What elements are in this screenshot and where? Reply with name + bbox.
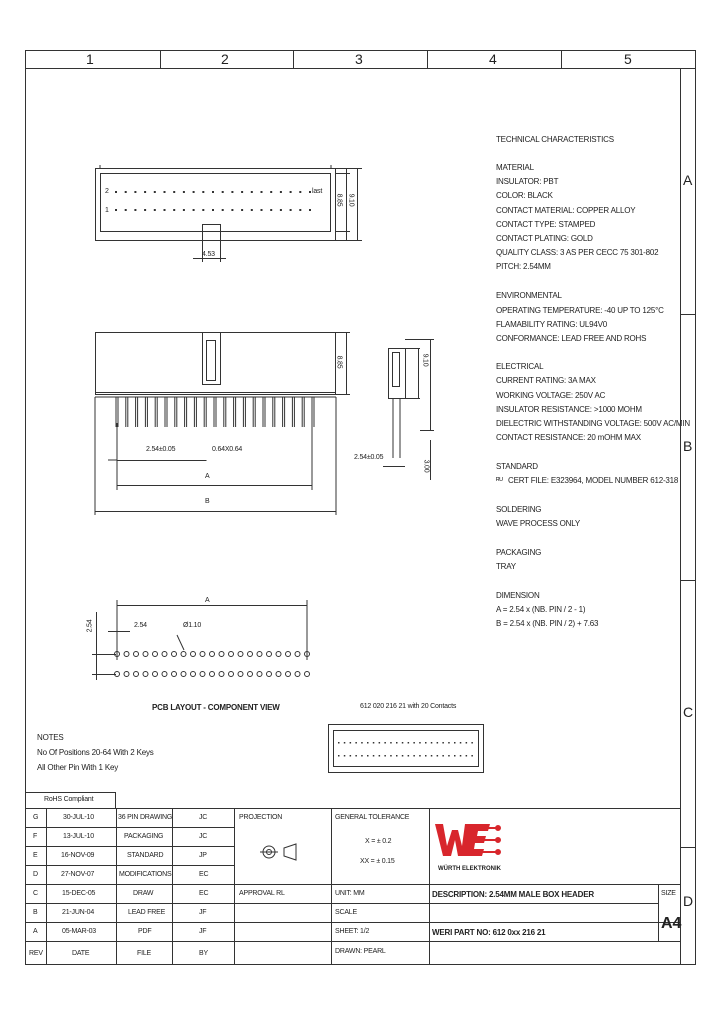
pcb-dim-a: A <box>205 597 210 604</box>
row-label-d: D <box>683 893 694 909</box>
column-label-2: 2 <box>221 51 229 67</box>
last-pin-label: last <box>312 188 323 195</box>
column-label-4: 4 <box>489 51 497 67</box>
rev-date: 13-JUL-10 <box>63 833 94 840</box>
dim-a-front: A <box>205 473 210 480</box>
tolerance-2: XX = ± 0.15 <box>360 858 395 865</box>
side-dim-pitch: 2.54±0.05 <box>354 454 384 461</box>
dim-9-10: 9.10 <box>347 193 355 207</box>
dimension-line: B = 2.54 x (NB. PIN / 2) + 7.63 <box>496 619 599 628</box>
dimension-line: A = 2.54 x (NB. PIN / 2 - 1) <box>496 605 586 614</box>
rev-letter: D <box>33 871 38 878</box>
notes-line: All Other Pin With 1 Key <box>37 763 119 772</box>
rev-header-by: BY <box>199 950 208 957</box>
material-line: INSULATOR: PBT <box>496 177 559 186</box>
rev-change: PDF <box>138 928 152 935</box>
pcb-dim-2-54-vertical: 2.54 <box>86 619 94 633</box>
material-line: CONTACT PLATING: GOLD <box>496 234 593 243</box>
rev-date: 30-JUL-10 <box>63 814 94 821</box>
rev-change: STANDARD <box>127 852 164 859</box>
standard-line: CERT FILE: E323964, MODEL NUMBER 612-318 <box>508 476 679 485</box>
tolerance-1: X = ± 0.2 <box>365 838 392 845</box>
projection-symbol-icon <box>258 840 302 864</box>
rev-by: EC <box>199 871 209 878</box>
electrical-line: DIELECTRIC WITHSTANDING VOLTAGE: 500V AC/MIN <box>496 419 690 428</box>
sheet-label: SHEET: 1/2 <box>335 928 370 935</box>
pcb-dim-2-54-horizontal: 2.54 <box>134 622 147 629</box>
electrical-line: CURRENT RATING: 3A MAX <box>496 376 596 385</box>
rev-by: JF <box>199 928 207 935</box>
row-label-c: C <box>683 704 694 720</box>
size-value: A4 <box>661 915 682 932</box>
standard-heading: STANDARD <box>496 462 538 471</box>
rev-date: 21-JUN-04 <box>62 909 95 916</box>
description: DESCRIPTION: 2.54MM MALE BOX HEADER <box>432 890 594 899</box>
rev-letter: G <box>33 814 39 821</box>
row-label-b: B <box>683 438 693 454</box>
rev-header-date: DATE <box>72 950 90 957</box>
rev-letter: F <box>33 833 38 840</box>
rev-header-file: FILE <box>137 950 151 957</box>
rev-by: JF <box>199 909 207 916</box>
rev-change: LEAD FREE <box>128 909 166 916</box>
rev-letter: C <box>33 890 38 897</box>
dim-pin-size: 0.64X0.64 <box>212 446 243 453</box>
environmental-line: CONFORMANCE: LEAD FREE AND ROHS <box>496 334 647 343</box>
material-line: QUALITY CLASS: 3 AS PER CECC 75 301-802 <box>496 248 659 257</box>
environmental-heading: ENVIRONMENTAL <box>496 291 562 300</box>
rev-letter: B <box>33 909 38 916</box>
pin-2-label: 2 <box>105 188 109 195</box>
rev-change: MODIFICATIONS <box>119 871 172 878</box>
soldering-line: WAVE PROCESS ONLY <box>496 519 581 528</box>
rev-date: 05-MAR-03 <box>62 928 96 935</box>
dim-pitch: 2.54±0.05 <box>146 446 176 453</box>
rev-by: EC <box>199 890 209 897</box>
column-label-1: 1 <box>86 51 94 67</box>
approval-label: APPROVAL RL <box>239 890 285 897</box>
rev-date: 15-DEC-05 <box>62 890 96 897</box>
column-label-3: 3 <box>355 51 363 67</box>
size-label: SIZE <box>661 890 676 897</box>
ul-mark-icon: ᴿᵁ <box>496 476 503 485</box>
dim-8-85: 8.85 <box>335 193 343 207</box>
dim-8-85-front: 8.85 <box>335 355 343 369</box>
pcb-dim-hole: Ø1.10 <box>183 622 202 629</box>
rev-letter: A <box>33 928 38 935</box>
projection-label: PROJECTION <box>239 814 283 821</box>
packaging-line: TRAY <box>496 562 516 571</box>
environmental-line: OPERATING TEMPERATURE: -40 UP TO 125°C <box>496 306 664 315</box>
electrical-heading: ELECTRICAL <box>496 362 544 371</box>
packaging-heading: PACKAGING <box>496 548 542 557</box>
pin-1-label: 1 <box>105 207 109 214</box>
material-line: COLOR: BLACK <box>496 191 553 200</box>
part-number: WERI PART NO: 612 0xx 216 21 <box>432 928 546 937</box>
rev-date: 16-NOV-09 <box>61 852 95 859</box>
wurth-logo-icon <box>432 818 504 868</box>
side-dim-3-00: 3.00 <box>422 459 430 473</box>
column-label-5: 5 <box>624 51 632 67</box>
rev-by: JC <box>199 814 208 821</box>
electrical-line: INSULATOR RESISTANCE: >1000 MOHM <box>496 405 642 414</box>
notes-heading: NOTES <box>37 733 64 742</box>
dim-4-53: 4.53 <box>202 251 215 258</box>
rev-header-rev: REV <box>29 950 43 957</box>
soldering-heading: SOLDERING <box>496 505 542 514</box>
material-heading: MATERIAL <box>496 163 534 172</box>
electrical-line: CONTACT RESISTANCE: 20 mOHM MAX <box>496 433 641 442</box>
pcb-layout-title: PCB LAYOUT - COMPONENT VIEW <box>152 703 280 712</box>
rev-change: PACKAGING <box>124 833 164 840</box>
row-label-a: A <box>683 172 693 188</box>
rev-letter: E <box>33 852 38 859</box>
drawn-label: DRAWN: PEARL <box>335 948 386 955</box>
unit-label: UNIT: MM <box>335 890 365 897</box>
general-tolerance-label: GENERAL TOLERANCE <box>335 814 410 821</box>
rohs-compliant: RoHS Compliant <box>44 796 94 803</box>
side-dim-9-10: 9.10 <box>421 353 429 367</box>
notes-line: No Of Positions 20-64 With 2 Keys <box>37 748 154 757</box>
scale-label: SCALE <box>335 909 357 916</box>
example-title: 612 020 216 21 with 20 Contacts <box>360 703 457 710</box>
dimension-heading: DIMENSION <box>496 591 540 600</box>
rev-change: DRAW <box>133 890 154 897</box>
tech-title: TECHNICAL CHARACTERISTICS <box>496 135 614 144</box>
rev-by: JP <box>199 852 207 859</box>
material-line: PITCH: 2.54MM <box>496 262 551 271</box>
electrical-line: WORKING VOLTAGE: 250V AC <box>496 391 606 400</box>
rev-change: 36 PIN DRAWING <box>118 814 173 821</box>
logo-text: WÜRTH ELEKTRONIK <box>438 866 501 872</box>
material-line: CONTACT MATERIAL: COPPER ALLOY <box>496 206 636 215</box>
rev-by: JC <box>199 833 208 840</box>
material-line: CONTACT TYPE: STAMPED <box>496 220 596 229</box>
rev-date: 27-NOV-07 <box>61 871 95 878</box>
dim-b-front: B <box>205 498 210 505</box>
environmental-line: FLAMABILITY RATING: UL94V0 <box>496 320 607 329</box>
